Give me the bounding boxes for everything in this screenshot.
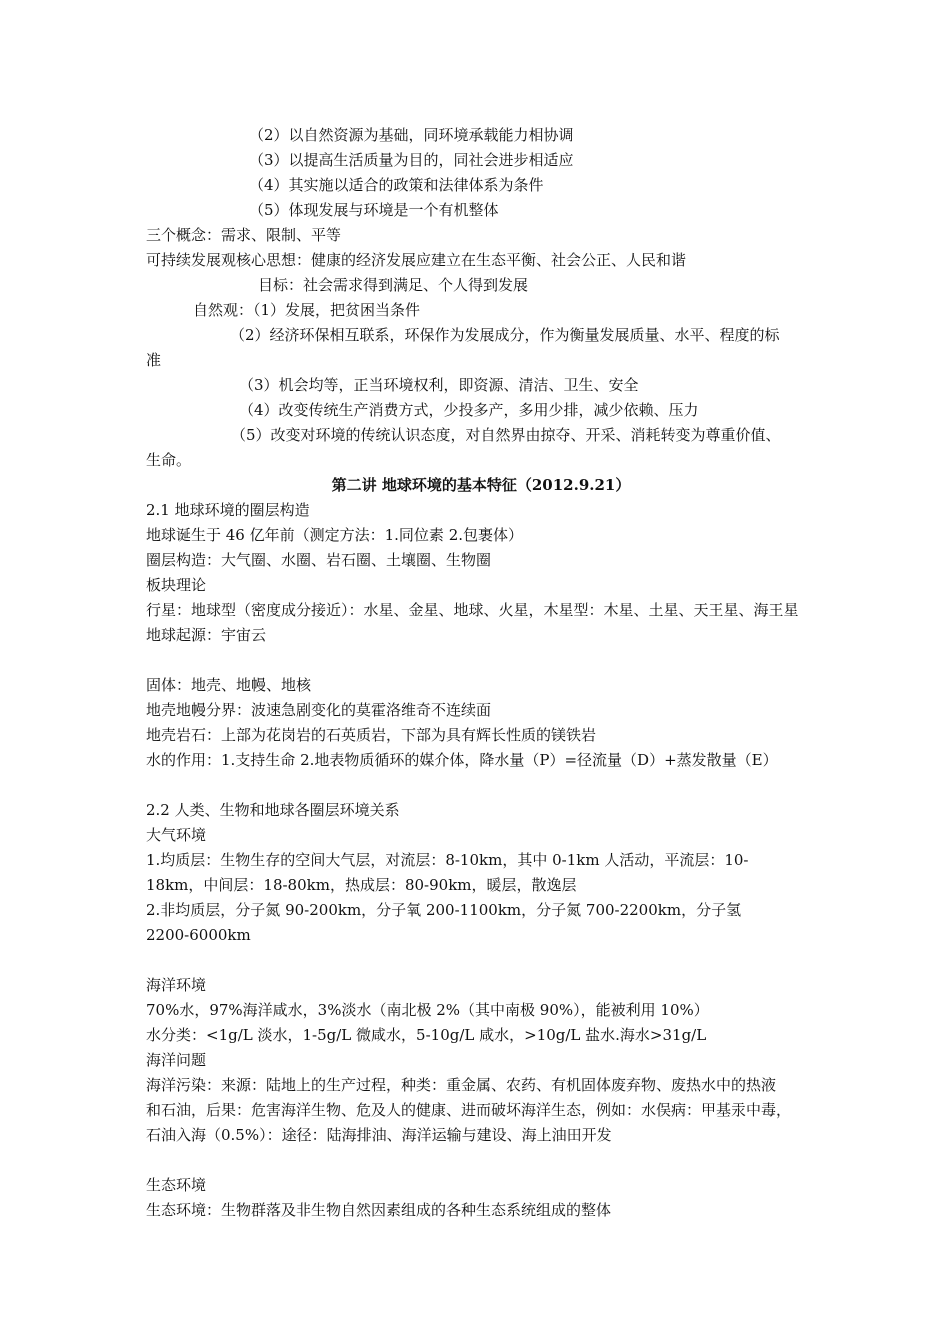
text-line: 水分类：<1g/L 淡水，1-5g/L 微咸水，5-10g/L 咸水，>10g/L 盐水.海水>31g/L: [146, 1026, 707, 1044]
text-line: 水的作用：1.支持生命 2.地表物质循环的媒介体，降水量（P）=径流量（D）+蒸发散量（E）: [146, 751, 778, 769]
text-line: 固体：地壳、地幔、地核: [146, 676, 312, 694]
text-line: 地壳地幔分界：波速急剧变化的莫霍洛维奇不连续面: [146, 701, 492, 719]
text-line: 地壳岩石：上部为花岗岩的石英质岩，下部为具有辉长性质的镁铁岩: [146, 726, 597, 744]
text-line: 2.非均质层，分子氮 90-200km，分子氧 200-1100km，分子氮 700-2200km，分子氢: [146, 901, 742, 919]
text-line: 地球起源：宇宙云: [146, 626, 267, 644]
text-line: 准: [146, 351, 162, 369]
text-line: （5）体现发展与环境是一个有机整体: [249, 201, 499, 219]
text-line: 三个概念：需求、限制、平等: [146, 226, 342, 244]
subsection-heading: 2.2 人类、生物和地球各圈层环境关系: [146, 801, 400, 819]
text-line: 海洋环境: [146, 976, 207, 994]
text-line: 18km，中间层：18-80km，热成层：80-90km，暖层，散逸层: [146, 876, 577, 894]
text-line: 地球诞生于 46 亿年前（测定方法：1.同位素 2.包裹体）: [146, 526, 524, 544]
text-line: 生命。: [146, 451, 192, 469]
section-heading: 第二讲 地球环境的基本特征（2012.9.21）: [331, 476, 631, 494]
text-line: 70%水，97%海洋咸水，3%淡水（南北极 2%（其中南极 90%），能被利用 10%）: [146, 1001, 709, 1019]
text-line: 板块理论: [146, 576, 207, 594]
text-line: （5）改变对环境的传统认识态度，对自然界由掠夺、开采、消耗转变为尊重价值、: [231, 426, 781, 444]
text-line: 大气环境: [146, 826, 207, 844]
text-line: 石油入海（0.5%）：途径：陆海排油、海洋运输与建设、海上油田开发: [146, 1126, 612, 1144]
text-line: 海洋污染：来源：陆地上的生产过程，种类：重金属、农药、有机固体废弃物、废热水中的热液: [146, 1076, 777, 1094]
text-line: 目标：社会需求得到满足、个人得到发展: [258, 276, 529, 294]
text-line: （4）改变传统生产消费方式，少投多产，多用少排，减少依赖、压力: [239, 401, 699, 419]
text-line: 可持续发展观核心思想：健康的经济发展应建立在生态平衡、社会公正、人民和谐: [146, 251, 687, 269]
text-line: 圈层构造：大气圈、水圈、岩石圈、土壤圈、生物圈: [146, 551, 492, 569]
text-line: 行星：地球型（密度成分接近）：水星、金星、地球、火星，木星型：木星、土星、天王星、海王星: [146, 601, 799, 619]
text-line: 1.均质层：生物生存的空间大气层，对流层：8-10km，其中 0-1km 人活动，平流层：10-: [146, 851, 749, 869]
text-line: 生态环境: [146, 1176, 207, 1194]
text-line: （2）经济环保相互联系，环保作为发展成分，作为衡量发展质量、水平、程度的标: [230, 326, 780, 344]
text-line: 2200-6000km: [146, 926, 251, 944]
text-line: 和石油，后果：危害海洋生物、危及人的健康、进而破坏海洋生态，例如：水俣病：甲基汞中毒，: [146, 1101, 792, 1119]
text-line: （2）以自然资源为基础，同环境承载能力相协调: [249, 126, 574, 144]
text-line: （3）以提高生活质量为目的，同社会进步相适应: [249, 151, 574, 169]
text-line: 生态环境：生物群落及非生物自然因素组成的各种生态系统组成的整体: [146, 1201, 612, 1219]
subsection-heading: 2.1 地球环境的圈层构造: [146, 501, 310, 519]
text-line: 自然观：（1）发展，把贫困当条件: [193, 301, 421, 319]
text-line: （3）机会均等，正当环境权利，即资源、清洁、卫生、安全: [239, 376, 639, 394]
text-line: （4）其实施以适合的政策和法律体系为条件: [249, 176, 544, 194]
text-line: 海洋问题: [146, 1051, 207, 1069]
